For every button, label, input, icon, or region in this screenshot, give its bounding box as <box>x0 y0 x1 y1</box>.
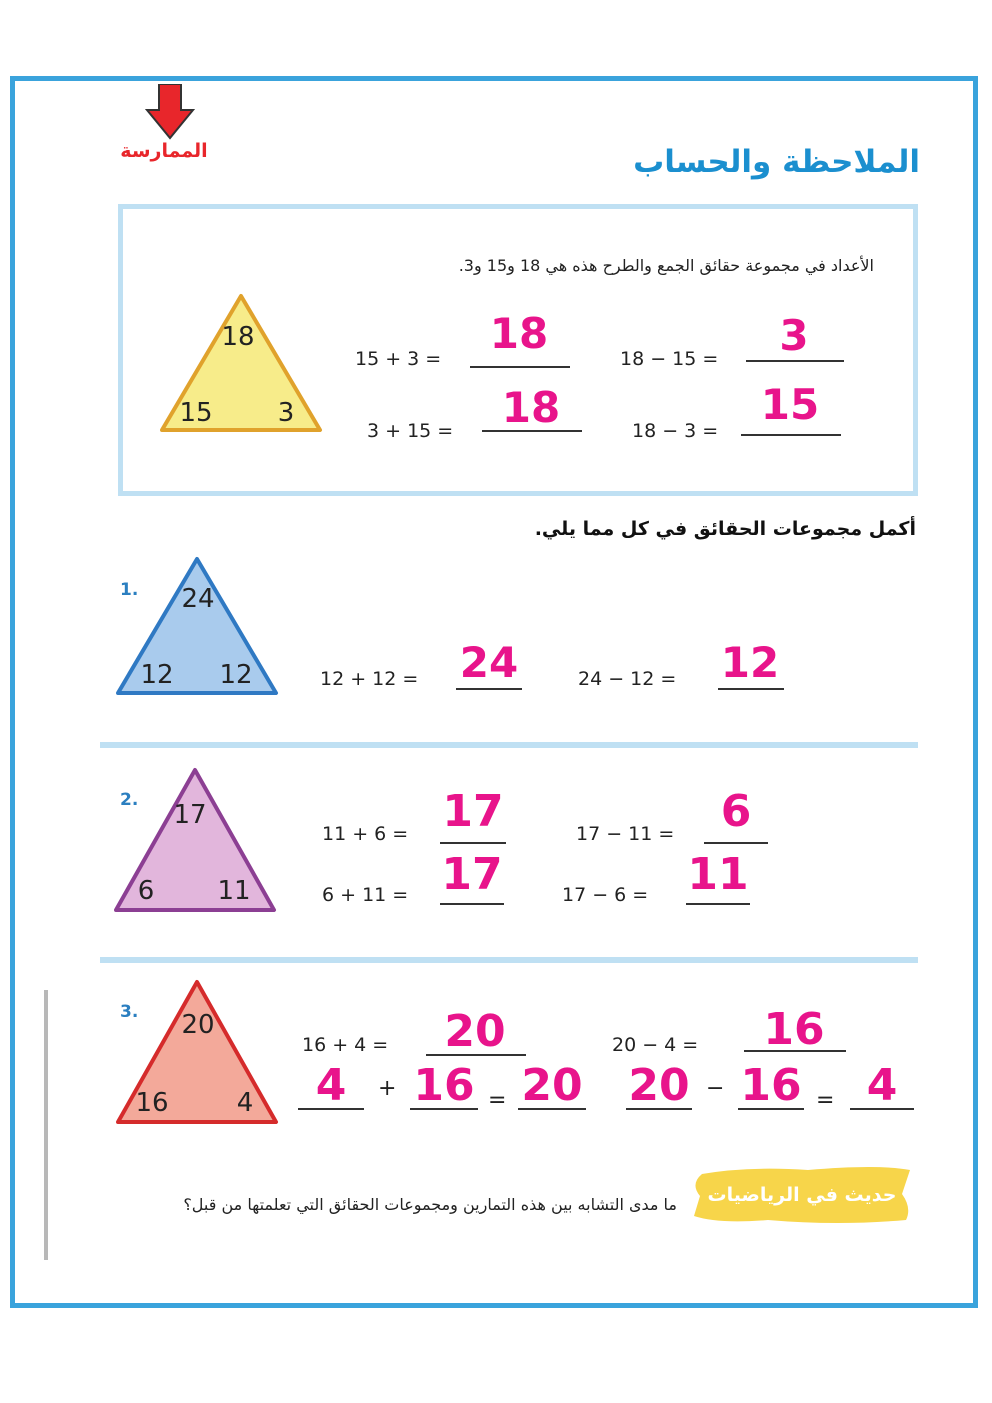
equation-prompt: 20 − 4 = <box>612 1034 699 1056</box>
triangle-right-number: 11 <box>217 876 251 906</box>
triangle-top-number: 17 <box>173 800 207 830</box>
triangle-top-number: 20 <box>181 1010 215 1040</box>
answer-blank <box>298 1108 364 1110</box>
answer: 17 <box>441 849 503 900</box>
answer-blank <box>440 842 506 844</box>
example-intro: الأعداد في مجموعة حقائق الجمع والطرح هذه هي 18 و15 و3. <box>458 256 874 275</box>
answer: 18 <box>489 309 549 358</box>
equation-prompt: 17 − 11 = <box>576 823 675 845</box>
margin-copyright-mark <box>40 990 52 1260</box>
answer-blank <box>426 1054 526 1056</box>
page-title: الملاحظة والحساب <box>633 144 920 180</box>
equation-prompt: 17 − 6 = <box>562 884 649 906</box>
equation-prompt: 6 + 11 = <box>322 884 409 906</box>
answer-blank <box>738 1108 804 1110</box>
answer-blank <box>704 842 768 844</box>
plus-sign: + <box>378 1076 397 1101</box>
arrow-down-icon <box>145 84 195 140</box>
answer-blank <box>746 360 844 362</box>
answer-blank <box>470 366 570 368</box>
triangle-left-number: 12 <box>140 660 174 690</box>
answer: 3 <box>779 311 809 360</box>
equation-prompt: 24 − 12 = <box>578 668 677 690</box>
answer: 11 <box>687 849 749 900</box>
answer: 12 <box>720 638 780 687</box>
math-talk-label: حديث في الرياضيات <box>707 1184 897 1206</box>
equation-prompt: 18 − 3 = <box>632 420 719 442</box>
triangle-left-number: 16 <box>135 1088 169 1118</box>
equation-prompt: 16 + 4 = <box>302 1034 389 1056</box>
answer-blank <box>482 430 582 432</box>
triangle-left-number: 6 <box>137 876 155 906</box>
answer: 24 <box>459 638 519 687</box>
subtrahend-answer: 16 <box>740 1060 802 1111</box>
section-divider <box>100 957 918 963</box>
exercise-number: 2. <box>120 790 139 810</box>
exercise-number: 3. <box>120 1002 139 1022</box>
answer-blank <box>718 688 784 690</box>
answer-blank <box>440 903 504 905</box>
minuend-answer: 20 <box>628 1060 690 1111</box>
math-talk-question: ما مدى التشابه بين هذه التمارين ومجموعات الحقائق التي تعلمتها من قبل؟ <box>183 1195 677 1214</box>
answer-blank <box>410 1108 478 1110</box>
section-divider <box>100 742 918 748</box>
answer: 16 <box>763 1004 825 1055</box>
addend-answer: 16 <box>413 1060 475 1111</box>
difference-answer: 4 <box>866 1060 898 1111</box>
answer: 6 <box>720 786 752 837</box>
addend-answer: 4 <box>315 1060 347 1111</box>
minus-sign: − <box>706 1076 725 1101</box>
answer-blank <box>518 1108 586 1110</box>
answer-blank <box>850 1108 914 1110</box>
exercise-number: 1. <box>120 580 139 600</box>
triangle-right-number: 4 <box>236 1088 254 1118</box>
answer-blank <box>626 1108 692 1110</box>
answer: 17 <box>442 786 504 837</box>
answer: 15 <box>760 380 820 429</box>
answer-blank <box>456 688 522 690</box>
answer: 18 <box>501 383 561 432</box>
equation-prompt: 15 + 3 = <box>355 348 442 370</box>
answer-blank <box>686 903 750 905</box>
equals-sign: = <box>816 1088 835 1113</box>
sum-answer: 20 <box>521 1060 583 1111</box>
triangle-top-number: 18 <box>221 322 255 352</box>
instruction: أكمل مجموعات الحقائق في كل مما يلي. <box>534 518 916 540</box>
triangle-top-number: 24 <box>181 584 215 614</box>
equation-prompt: 11 + 6 = <box>322 823 409 845</box>
triangle-right-number: 12 <box>219 660 253 690</box>
practice-label: الممارسة <box>120 140 208 162</box>
triangle-left-number: 15 <box>179 398 213 428</box>
answer: 20 <box>444 1006 506 1057</box>
equation-prompt: 12 + 12 = <box>320 668 419 690</box>
equals-sign: = <box>488 1088 507 1113</box>
equation-prompt: 18 − 15 = <box>620 348 719 370</box>
triangle-right-number: 3 <box>277 398 295 428</box>
equation-prompt: 3 + 15 = <box>367 420 454 442</box>
answer-blank <box>741 434 841 436</box>
answer-blank <box>744 1050 846 1052</box>
